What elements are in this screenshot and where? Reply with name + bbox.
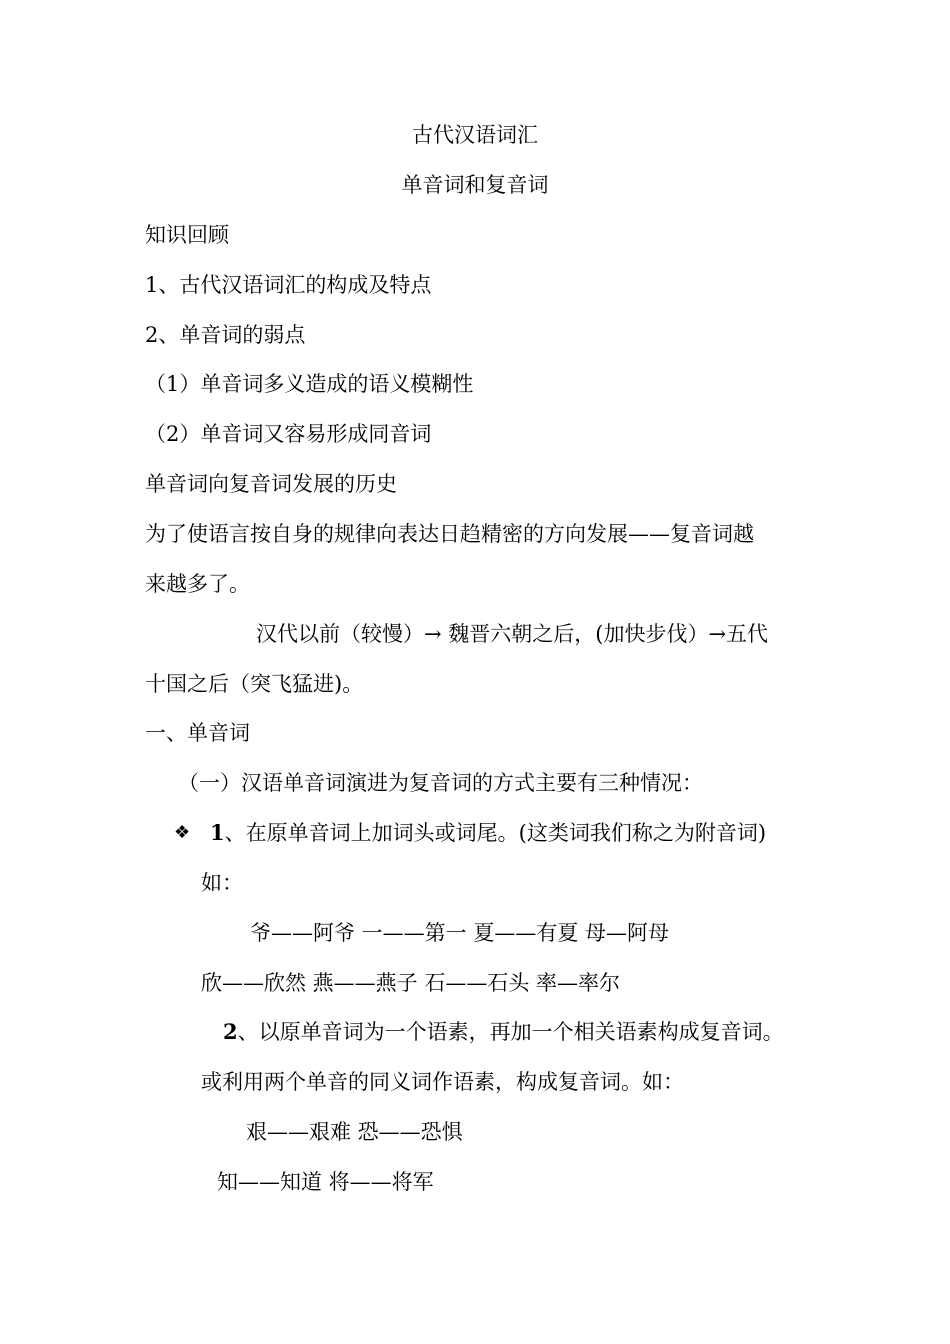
- examples-1-line-2: 欣——欣然 燕——燕子 石——石头 率—率尔: [201, 971, 621, 995]
- examples-1-line-1: 爷——阿爷 一——第一 夏——有夏 母—阿母: [250, 921, 670, 945]
- method-1-intro: 如：: [201, 871, 243, 895]
- review-heading: 知识回顾: [145, 223, 229, 247]
- weakness-item-2: （2）单音词又容易形成同音词: [145, 422, 432, 446]
- examples-2-line-2: 知——知道 将——将军: [217, 1170, 434, 1194]
- history-paragraph-line-2: 来越多了。: [145, 572, 250, 596]
- method-1-number: 1: [210, 820, 225, 845]
- examples-2-line-1: 艰——艰难 恐——恐惧: [246, 1120, 463, 1144]
- method-2-line: [223, 1018, 784, 1046]
- history-heading: 单音词向复音词发展的历史: [145, 472, 397, 496]
- review-item-1: 1、古代汉语词汇的构成及特点: [145, 273, 432, 297]
- method-2-line-2: 或利用两个单音的同义词作语素，构成复音词。如：: [201, 1070, 684, 1094]
- weakness-item-1: （1）单音词多义造成的语义模糊性: [145, 372, 474, 396]
- method-2-text: 、以原单音词为一个语素，再加一个相关语素构成复音词。: [237, 1020, 784, 1044]
- subsection-1-heading: （一）汉语单音词演进为复音词的方式主要有三种情况：: [178, 771, 703, 795]
- diamond-bullet-icon: ❖: [174, 822, 191, 843]
- timeline-line-2: 十国之后（突飞猛进)。: [145, 672, 364, 696]
- timeline-line-1: 汉代以前（较慢）→ 魏晋六朝之后，(加快步伐）→五代: [256, 622, 769, 646]
- document-title: 古代汉语词汇: [412, 123, 538, 147]
- method-1-text: 、在原单音词上加词头或词尾。(这类词我们称之为附音词): [224, 821, 767, 845]
- document-subtitle: 单音词和复音词: [401, 173, 549, 197]
- method-1-line: [210, 819, 766, 847]
- method-2-number: 2: [223, 1019, 238, 1044]
- history-paragraph-line-1: 为了使语言按自身的规律向表达日趋精密的方向发展——复音词越: [145, 522, 754, 546]
- section-1-heading: 一、单音词: [145, 721, 250, 745]
- review-item-2: 2、单音词的弱点: [145, 323, 306, 347]
